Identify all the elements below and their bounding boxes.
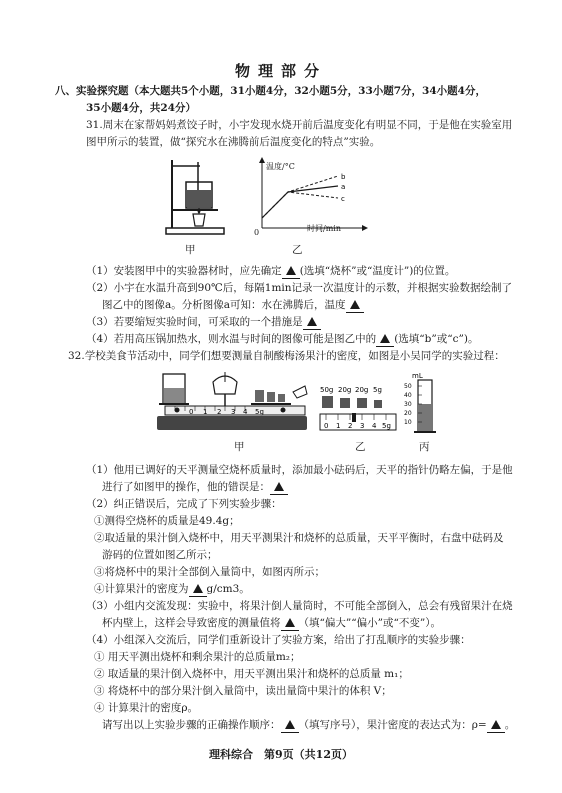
- q32-part-1-line-2: 进行了如图甲的操作，他的错误是：: [102, 480, 288, 495]
- page-footer: 理科综合 第9页（共12页）: [209, 748, 353, 761]
- cylinder-unit: mL: [412, 372, 423, 380]
- cylinder-tick-30: 30: [404, 401, 412, 408]
- q32-step-2-line-2: 游码的位置如图乙所示；: [102, 549, 218, 561]
- scale-tick-4: 4: [372, 422, 377, 430]
- q31-intro-line-2: 图甲所示的装置，做“探究水在沸腾前后温度变化的特点”实验。: [86, 136, 381, 148]
- answer-blank[interactable]: [281, 616, 299, 631]
- q32-reorder-step-3: ③ 将烧杯中的部分果汁倒入量筒中，读出量筒中果汁的体积 V；: [94, 685, 392, 697]
- balance-tick-4: 4: [243, 408, 248, 416]
- answer-blank[interactable]: [282, 264, 300, 279]
- triangle-icon: [350, 300, 360, 309]
- q32-intro: 32.学校美食节活动中，同学们想要测量自制酸梅汤果汁的密度，如图是小吴同学的实验过程：: [68, 350, 505, 362]
- scale-tick-2: 2: [348, 422, 353, 430]
- answer-blank[interactable]: [189, 582, 207, 597]
- q31-part-1: （1）安装图甲中的实验器材时，应先确定 (选填“烧杯”或“温度计”)的位置。: [86, 265, 456, 277]
- q32-part-4: （4）小组深入交流后，同学们重新设计了实验方案，给出了打乱顺序的实验步骤：: [86, 634, 471, 646]
- q31-part-4: （4）若用高压锅加热水，则水温与时间的图像可能是图乙中的 (选填“b”或“c”)。: [86, 333, 479, 345]
- fig32-caption-yi: 乙: [355, 441, 366, 453]
- fig32-caption-jia: 甲: [234, 441, 245, 453]
- q31-part-3: （3）若要缩短实验时间，可采取的一个措施是: [86, 315, 321, 330]
- scale-tick-0: 0: [324, 422, 329, 430]
- cylinder-tick-50: 50: [404, 383, 412, 390]
- graph-ylabel: 温度/°C: [266, 162, 295, 171]
- q32-reorder-step-1: ① 用天平测出烧杯和剩余果汁的总质量m₂；: [94, 651, 301, 663]
- section-heading-line-2: 35小题4分，共24分）: [86, 102, 197, 114]
- q32-part-3-line-1: （3）小组内交流发现：实验中，将果汁倒人量筒时，不可能全部倒入，总会有残留果汁在烧: [86, 600, 513, 612]
- scale-tick-3: 3: [360, 422, 365, 430]
- q32-part-2: （2）纠正错误后，完成了下列实验步骤：: [86, 498, 282, 510]
- balance-tick-2: 2: [217, 408, 222, 416]
- curve-label-c: c: [341, 195, 345, 203]
- balance-tick-0: 0: [189, 408, 194, 416]
- cylinder-tick-20: 20: [404, 410, 412, 417]
- weight-label-0: 50g: [320, 386, 334, 394]
- cylinder-tick-40: 40: [404, 392, 412, 399]
- scale-tick-1: 1: [336, 422, 341, 430]
- triangle-icon: [286, 266, 296, 275]
- answer-blank[interactable]: [487, 718, 505, 733]
- triangle-icon: [285, 720, 295, 729]
- heating-apparatus-figure: [160, 158, 230, 240]
- answer-blank[interactable]: [281, 718, 299, 733]
- q32-final-question: 请写出以上实验步骤的正确操作顺序： （填写序号），果汁密度的表达式为：ρ= 。: [102, 719, 516, 731]
- triangle-icon: [307, 317, 317, 326]
- cylinder-tick-10: 10: [404, 419, 412, 426]
- fig32-caption-bing: 丙: [419, 441, 430, 453]
- balance-tick-1: 1: [203, 408, 208, 416]
- fig31-caption-yi: 乙: [292, 244, 303, 256]
- q32-step-1: ①测得空烧杯的质量是49.4g；: [94, 515, 240, 527]
- section-heading-line-1: 八、实验探究题（本大题共5个小题，31小题4分，32小题5分，33小题7分，34小题4分，: [55, 85, 486, 97]
- curve-label-a: a: [341, 183, 346, 191]
- q31-part-2-line-2: 图乙中的图像a。分析图像a可知：水在沸腾后，温度: [102, 298, 364, 313]
- q32-step-2-line-1: ②取适量的果汁倒入烧杯中，用天平测果汁和烧杯的总质量，天平平衡时，右盘中砝码及: [94, 532, 504, 544]
- graph-origin: 0: [254, 228, 260, 237]
- curve-label-b: b: [341, 173, 346, 181]
- q32-step-3: ③将烧杯中的果汁全部倒入量筒中，如图丙所示；: [94, 566, 325, 578]
- triangle-icon: [285, 618, 295, 627]
- weight-label-2: 20g: [355, 386, 369, 394]
- answer-blank[interactable]: [376, 332, 394, 347]
- triangle-icon: [491, 720, 501, 729]
- scale-tick-5: 5g: [382, 422, 391, 430]
- weights-and-scale-figure: [318, 382, 400, 438]
- balance-figure: [155, 368, 315, 436]
- answer-blank[interactable]: [346, 298, 364, 313]
- answer-blank[interactable]: [270, 480, 288, 495]
- triangle-icon: [274, 482, 284, 491]
- q31-part-2-line-1: （2）小宇在水温升高到90℃后，每隔1min记录一次温度计的示数，并根据实验数据绘制了: [86, 282, 513, 294]
- q32-reorder-step-2: ② 取适量的果汁倒入烧杯中，用天平测出果汁和烧杯的总质量 m₁；: [94, 668, 409, 680]
- q32-reorder-step-4: ④ 计算果汁的密度ρ。: [94, 702, 199, 714]
- q32-step-4: ④计算果汁的密度为 g/cm3。: [94, 583, 250, 595]
- weight-label-3: 5g: [373, 386, 382, 394]
- page-title: 物理部分: [234, 62, 327, 80]
- triangle-icon: [380, 334, 390, 343]
- q32-part-1-line-1: （1）他用已调好的天平测量空烧杯质量时，添加最小砝码后，天平的指针仍略左偏，于是他: [86, 464, 513, 476]
- answer-blank[interactable]: [303, 315, 321, 330]
- triangle-icon: [193, 584, 203, 593]
- measuring-cylinder-figure: [402, 370, 438, 438]
- q32-part-3-line-2: 杯内壁上，这样会导致密度的测量值将 （填“偏大”“偏小”或“不变”）。: [102, 617, 441, 629]
- fig31-caption-jia: 甲: [185, 244, 196, 256]
- weight-label-1: 20g: [338, 386, 352, 394]
- balance-tick-3: 3: [231, 408, 236, 416]
- graph-xlabel: 时间/min: [307, 224, 341, 233]
- balance-tick-5: 5g: [255, 408, 264, 416]
- q31-intro-line-1: 31.周末在家帮妈妈煮饺子时，小宇发现水烧开前后温度变化有明显不同，于是他在实验室用: [86, 119, 513, 131]
